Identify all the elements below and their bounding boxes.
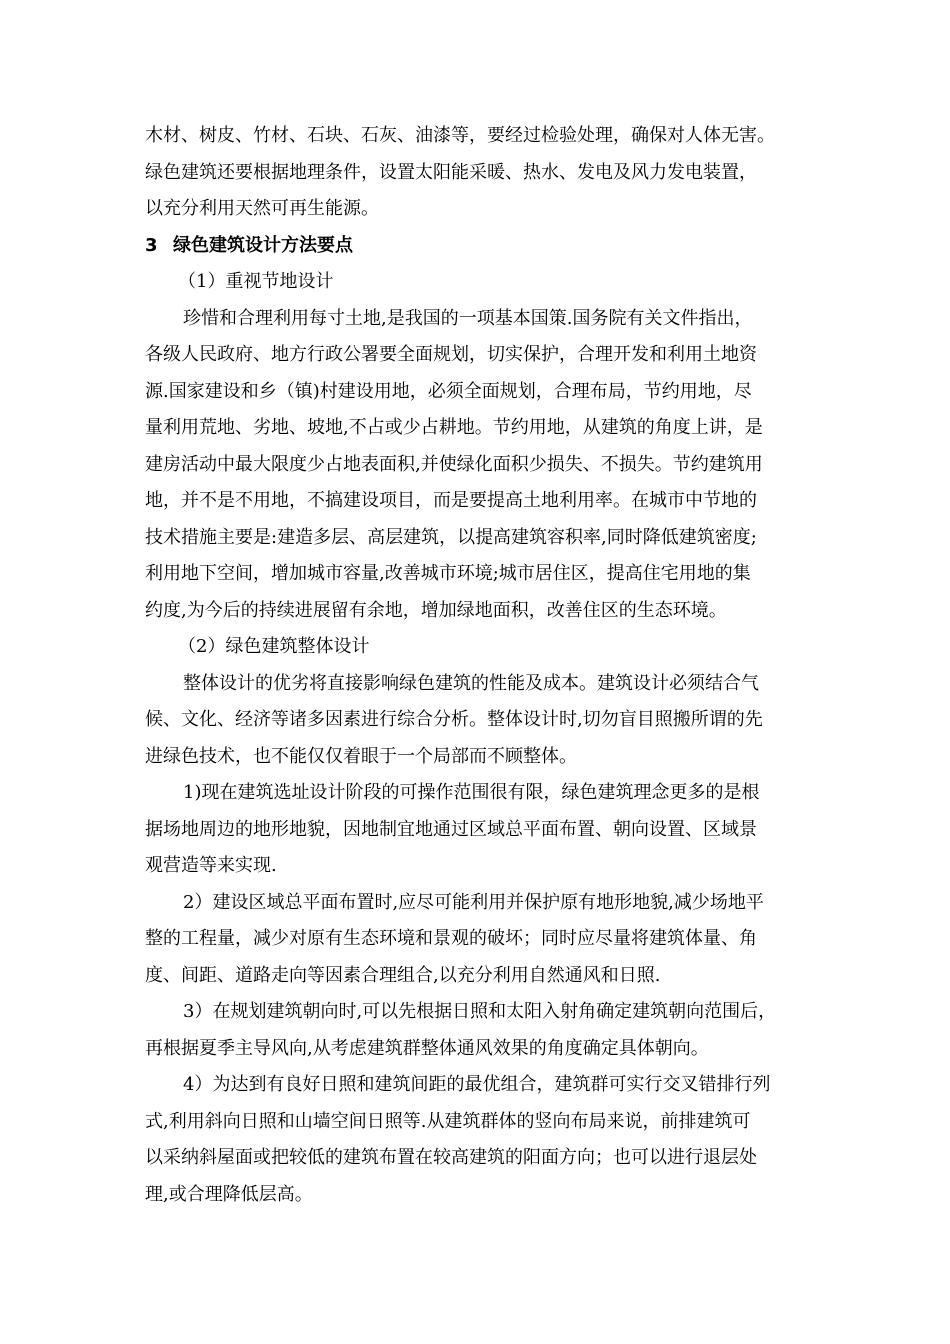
list-item-1 xyxy=(145,775,835,885)
paragraph-line: 地，并不是不用地，不搞建设项目，而是要提高土地利用率。在城市中节地的 xyxy=(145,490,757,511)
section-title: 绿色建筑设计方法要点 xyxy=(173,234,353,256)
list-item-4 xyxy=(145,1067,835,1213)
paragraph-line: 约度,为今后的持续进展留有余地，增加绿地面积，改善住区的生态环境。 xyxy=(145,599,727,621)
paragraph-line: 木材、树皮、竹材、石块、石灰、油漆等，要经过检验处理，确保对人体无害。 xyxy=(145,125,775,146)
list-item-3 xyxy=(145,994,835,1067)
paragraph-line: 珍惜和合理利用每寸土地,是我国的一项基本国策.国务院有关文件指出， xyxy=(183,307,753,329)
paragraph-line: 据场地周边的地形地貌，因地制宜地通过区域总平面布置、朝向设置、区域景 xyxy=(145,818,757,840)
paragraph-line: 以充分利用天然可再生能源。 xyxy=(145,198,379,219)
paragraph-line: 量利用荒地、劣地、坡地,不占或少占耕地。节约用地，从建筑的角度上讲，是 xyxy=(145,417,763,438)
paragraph-line: 1)现在建筑选址设计阶段的可操作范围很有限，绿色建筑理念更多的是根 xyxy=(183,782,760,803)
paragraph-line: 候、文化、经济等诸多因素进行综合分析。整体设计时,切勿盲目照搬所谓的先 xyxy=(145,709,763,730)
list-item-2 xyxy=(145,885,835,995)
paragraph-line: 各级人民政府、地方行政公署要全面规划，切实保护，合理开发和利用土地资 xyxy=(145,344,757,365)
paragraph-line: 以采纳斜屋面或把较低的建筑布置在较高建筑的阳面方向；也可以进行退层处 xyxy=(145,1147,757,1168)
subsection-title: （1）重视节地设计 xyxy=(178,271,334,292)
paragraph-line: 再根据夏季主导风向,从考虑建筑群整体通风效果的角度确定具体朝向。 xyxy=(145,1037,709,1059)
paragraph-line: 理,或合理降低层高。 xyxy=(145,1183,313,1205)
paragraph-line: 4）为达到有良好日照和建筑间距的最优组合，建筑群可实行交叉错排行列 xyxy=(183,1074,771,1095)
section-heading xyxy=(145,228,835,265)
document-page xyxy=(145,118,835,1213)
overall-design-paragraph xyxy=(145,666,835,776)
intro-paragraph xyxy=(145,118,835,228)
section-number: 3 xyxy=(145,234,158,256)
paragraph-line: 绿色建筑还要根据地理条件，设置太阳能采暖、热水、发电及风力发电装置， xyxy=(145,161,757,183)
paragraph-line: 建房活动中最大限度少占地表面积,并使绿化面积少损失、不损失。节约建筑用 xyxy=(145,453,763,475)
paragraph-line: 源.国家建设和乡（镇)村建设用地，必须全面规划，合理布局，节约用地，尽 xyxy=(145,380,752,402)
paragraph-line: 式,利用斜向日照和山墙空间日照等.从建筑群体的竖向布局来说，前排建筑可 xyxy=(145,1110,751,1132)
paragraph-line: 2）建设区域总平面布置时,应尽可能利用并保护原有地形地貌,减少场地平 xyxy=(183,891,764,913)
land-saving-paragraph xyxy=(145,301,835,630)
paragraph-line: 利用地下空间，增加城市容量,改善城市环境;城市居住区，提高住宅用地的集 xyxy=(145,563,751,584)
paragraph-line: 技术措施主要是:建造多层、高层建筑，以提高建筑容积率,同时降低建筑密度; xyxy=(145,526,757,548)
paragraph-line: 3）在规划建筑朝向时,可以先根据日照和太阳入射角确定建筑朝向范围后， xyxy=(183,1001,777,1022)
paragraph-line: 度、间距、道路走向等因素合理组合,以充分利用自然通风和日照. xyxy=(145,964,661,986)
subsection-title: （2）绿色建筑整体设计 xyxy=(178,636,370,657)
paragraph-line: 整体设计的优劣将直接影响绿色建筑的性能及成本。建筑设计必须结合气 xyxy=(183,672,759,694)
paragraph-line: 进绿色技术，也不能仅仅着眼于一个局部而不顾整体。 xyxy=(145,745,577,767)
paragraph-line: 整的工程量，减少对原有生态环境和景观的破坏；同时应尽量将建筑体量、角 xyxy=(145,928,757,949)
paragraph-line: 观营造等来实现. xyxy=(145,855,277,876)
